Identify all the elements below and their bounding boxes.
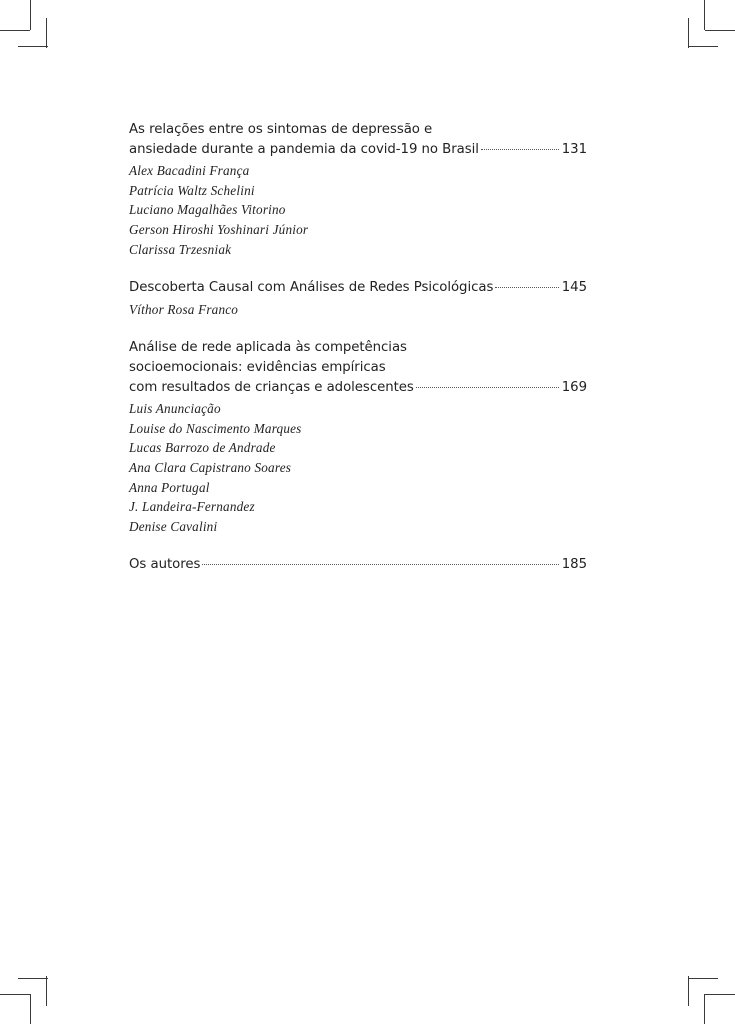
- toc-entry-title-text: ansiedade durante a pandemia da covid-19 no Brasil: [129, 141, 479, 157]
- toc-entry[interactable]: [129, 120, 587, 259]
- toc-entry-title: [129, 555, 587, 575]
- crop-mark-bottom-left-horizontal-2: [18, 978, 48, 979]
- toc-entry-title-text: Os autores: [129, 557, 201, 573]
- crop-mark-bottom-right-outer: [704, 994, 705, 1024]
- toc-entry-title-last-line: [129, 140, 587, 160]
- author-name: Clarissa Trzesniak: [129, 241, 232, 257]
- toc-entry[interactable]: [129, 555, 587, 575]
- author-name: Luciano Magalhães Vitorino: [129, 202, 286, 218]
- toc-entry-title-line: socioemocionais: evidências empíricas: [129, 359, 386, 375]
- author-name: Alex Bacadini França: [129, 163, 250, 179]
- author-name: Luis Anunciação: [129, 401, 221, 417]
- toc-entry-title-last-line: [129, 278, 587, 298]
- toc-entry[interactable]: [129, 278, 587, 319]
- toc-entry-authors: [129, 399, 587, 536]
- toc-entry-authors: [129, 300, 587, 320]
- author-name: Patrícia Waltz Schelini: [129, 182, 255, 198]
- author-name: Lucas Barrozo de Andrade: [129, 440, 276, 456]
- toc-entry-title-line: As relações entre os sintomas de depressão e: [129, 122, 433, 137]
- author-name: J. Landeira-Fernandez: [129, 499, 255, 515]
- author-name: Ana Clara Capistrano Soares: [129, 459, 292, 475]
- crop-mark-bottom-left-horizontal: [0, 994, 30, 995]
- dot-leader: [416, 386, 559, 388]
- toc-entry-title-last-line: [129, 555, 587, 575]
- toc-entry[interactable]: [129, 338, 587, 536]
- toc-entry-title-text: com resultados de crianças e adolescentes: [129, 379, 414, 395]
- toc-entry-title-last-line: [129, 378, 587, 398]
- crop-mark-top-right-horizontal-2: [688, 46, 718, 47]
- toc-entry-page-number: 145: [561, 280, 587, 296]
- crop-mark-bottom-right-horizontal: [705, 994, 735, 995]
- dot-leader: [495, 286, 558, 288]
- toc-entry-title-line: Análise de rede aplicada às competências: [129, 340, 407, 356]
- author-name: Víthor Rosa Franco: [129, 301, 239, 317]
- dot-leader: [202, 563, 558, 565]
- crop-mark-bottom-left-outer: [30, 994, 31, 1024]
- toc-entry-page-number: 185: [561, 557, 587, 573]
- table-of-contents: [129, 120, 587, 575]
- crop-mark-bottom-right-inner: [688, 976, 689, 1006]
- author-name: Anna Portugal: [129, 479, 210, 495]
- author-name: Louise do Nascimento Marques: [129, 420, 302, 436]
- toc-entry-page-number: 131: [561, 141, 587, 157]
- toc-entry-authors: [129, 161, 587, 259]
- toc-entry-title: [129, 120, 587, 159]
- crop-mark-bottom-left-inner: [46, 976, 47, 1006]
- crop-mark-top-left-outer: [30, 0, 31, 30]
- crop-mark-top-left-horizontal-2: [18, 46, 48, 47]
- toc-entry-title: [129, 338, 587, 397]
- crop-mark-top-right-outer: [704, 0, 705, 30]
- dot-leader: [481, 148, 559, 150]
- author-name: Gerson Hiroshi Yoshinari Júnior: [129, 221, 309, 237]
- crop-mark-top-right-inner: [688, 18, 689, 48]
- toc-entry-title-text: Descoberta Causal com Análises de Redes Psicológicas: [129, 280, 494, 296]
- author-name: Denise Cavalini: [129, 518, 218, 534]
- toc-entry-page-number: 169: [561, 379, 587, 395]
- crop-mark-bottom-right-horizontal-2: [688, 978, 718, 979]
- crop-mark-top-left-horizontal: [0, 30, 30, 31]
- toc-entry-title: [129, 278, 587, 298]
- crop-mark-top-right-horizontal: [705, 30, 735, 31]
- crop-mark-top-left-inner: [46, 18, 47, 48]
